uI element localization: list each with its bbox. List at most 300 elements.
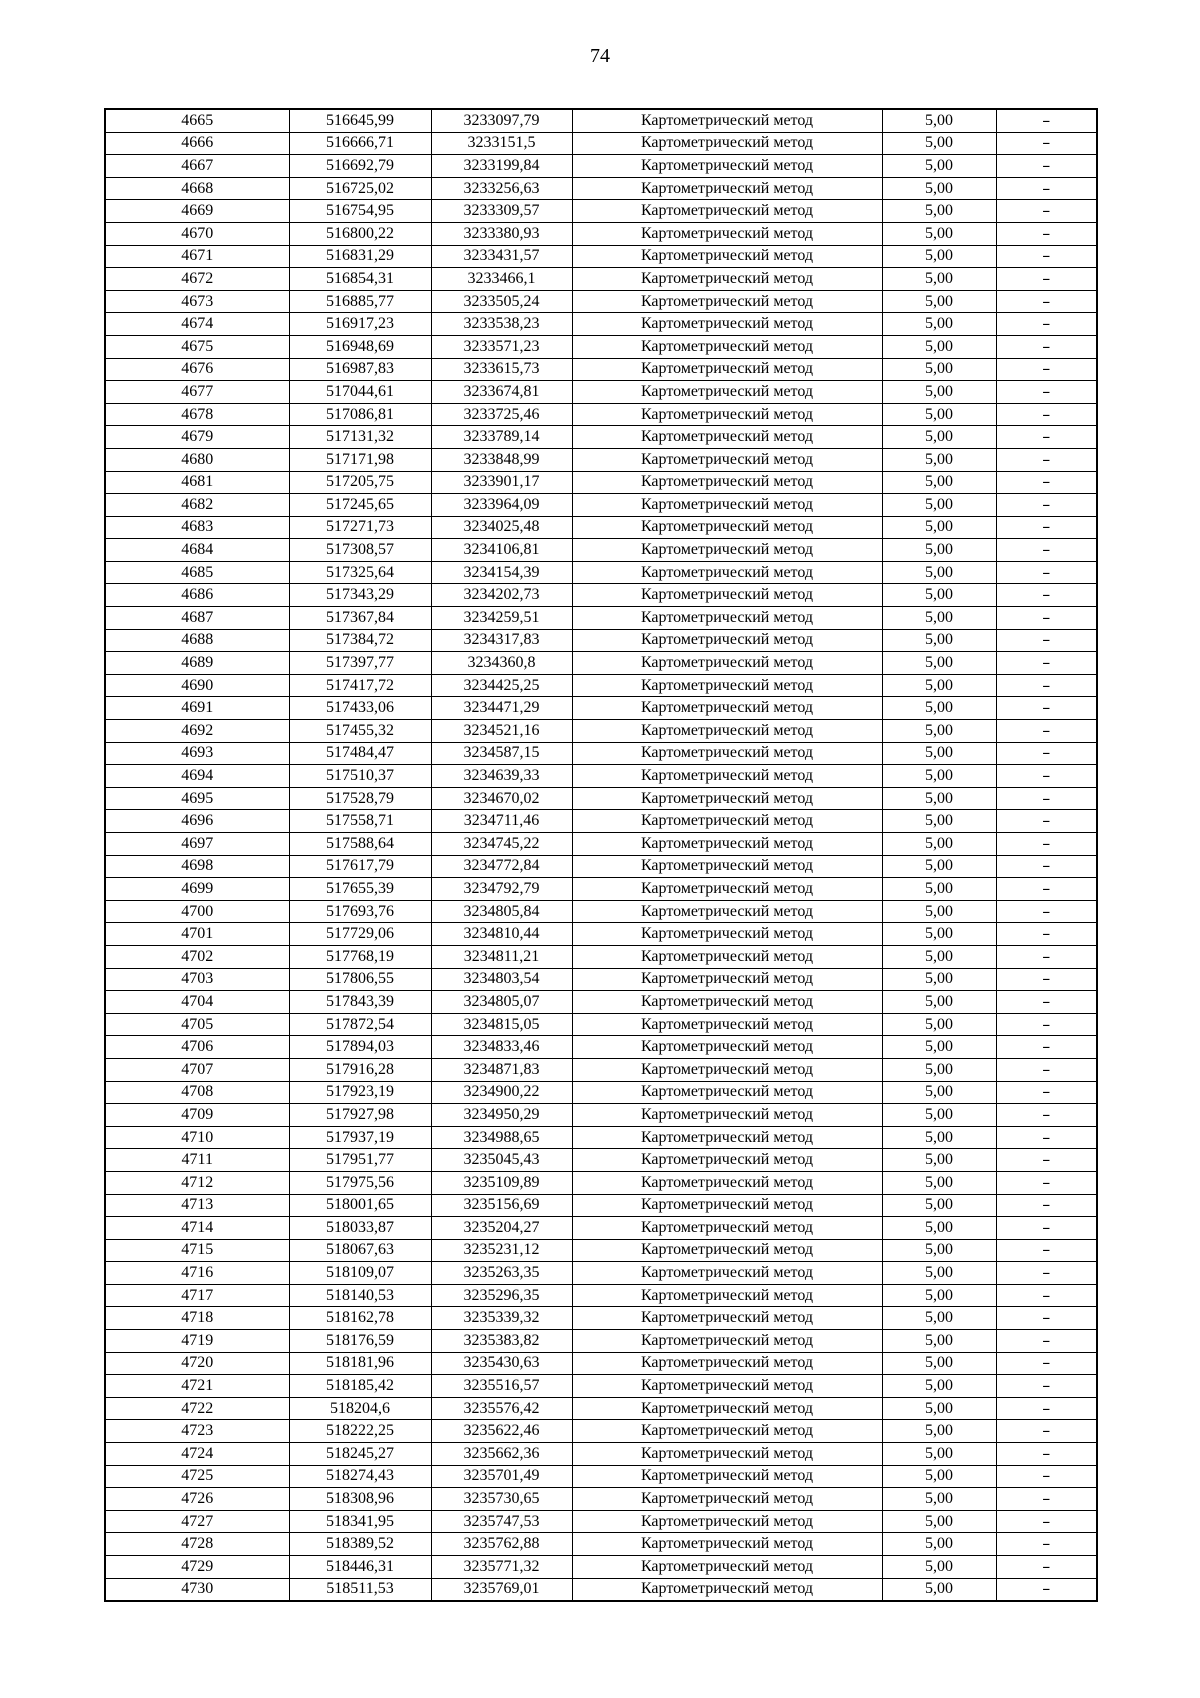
accuracy-cell: 5,00 [882, 516, 996, 539]
dash-cell: – [996, 132, 1097, 155]
point-number-cell: 4702 [105, 945, 289, 968]
table-row [105, 1239, 1097, 1262]
x-coordinate-cell: 517308,57 [289, 539, 431, 562]
point-number-cell: 4692 [105, 720, 289, 743]
method-cell: Картометрический метод [572, 177, 882, 200]
accuracy-cell: 5,00 [882, 1126, 996, 1149]
point-number-cell: 4703 [105, 968, 289, 991]
y-coordinate-cell: 3235576,42 [431, 1397, 572, 1420]
method-cell: Картометрический метод [572, 1284, 882, 1307]
method-cell: Картометрический метод [572, 674, 882, 697]
dash-cell: – [996, 878, 1097, 901]
method-cell: Картометрический метод [572, 245, 882, 268]
table-row [105, 652, 1097, 675]
dash-cell: – [996, 1036, 1097, 1059]
x-coordinate-cell: 516800,22 [289, 222, 431, 245]
point-number-cell: 4717 [105, 1284, 289, 1307]
point-number-cell: 4726 [105, 1488, 289, 1511]
accuracy-cell: 5,00 [882, 1217, 996, 1240]
y-coordinate-cell: 3233615,73 [431, 358, 572, 381]
method-cell: Картометрический метод [572, 1533, 882, 1556]
y-coordinate-cell: 3234670,02 [431, 787, 572, 810]
method-cell: Картометрический метод [572, 652, 882, 675]
table-row [105, 335, 1097, 358]
method-cell: Картометрический метод [572, 991, 882, 1014]
table-row [105, 358, 1097, 381]
x-coordinate-cell: 518204,6 [289, 1397, 431, 1420]
x-coordinate-cell: 517510,37 [289, 765, 431, 788]
dash-cell: – [996, 1058, 1097, 1081]
method-cell: Картометрический метод [572, 1013, 882, 1036]
dash-cell: – [996, 629, 1097, 652]
dash-cell: – [996, 155, 1097, 178]
dash-cell: – [996, 1239, 1097, 1262]
accuracy-cell: 5,00 [882, 1397, 996, 1420]
point-number-cell: 4669 [105, 200, 289, 223]
point-number-cell: 4696 [105, 810, 289, 833]
accuracy-cell: 5,00 [882, 358, 996, 381]
table-row [105, 878, 1097, 901]
accuracy-cell: 5,00 [882, 403, 996, 426]
point-number-cell: 4701 [105, 923, 289, 946]
dash-cell: – [996, 1533, 1097, 1556]
table-row [105, 1397, 1097, 1420]
dash-cell: – [996, 855, 1097, 878]
method-cell: Картометрический метод [572, 132, 882, 155]
y-coordinate-cell: 3235762,88 [431, 1533, 572, 1556]
accuracy-cell: 5,00 [882, 923, 996, 946]
point-number-cell: 4721 [105, 1375, 289, 1398]
dash-cell: – [996, 1104, 1097, 1127]
point-number-cell: 4678 [105, 403, 289, 426]
dash-cell: – [996, 1171, 1097, 1194]
point-number-cell: 4713 [105, 1194, 289, 1217]
accuracy-cell: 5,00 [882, 674, 996, 697]
table-row [105, 1556, 1097, 1579]
table-row [105, 539, 1097, 562]
table-row [105, 1217, 1097, 1240]
dash-cell: – [996, 200, 1097, 223]
x-coordinate-cell: 517951,77 [289, 1149, 431, 1172]
point-number-cell: 4707 [105, 1058, 289, 1081]
accuracy-cell: 5,00 [882, 720, 996, 743]
method-cell: Картометрический метод [572, 426, 882, 449]
method-cell: Картометрический метод [572, 810, 882, 833]
x-coordinate-cell: 518001,65 [289, 1194, 431, 1217]
y-coordinate-cell: 3234425,25 [431, 674, 572, 697]
method-cell: Картометрический метод [572, 629, 882, 652]
dash-cell: – [996, 426, 1097, 449]
method-cell: Картометрический метод [572, 448, 882, 471]
y-coordinate-cell: 3235383,82 [431, 1330, 572, 1353]
point-number-cell: 4691 [105, 697, 289, 720]
dash-cell: – [996, 900, 1097, 923]
accuracy-cell: 5,00 [882, 268, 996, 291]
y-coordinate-cell: 3234202,73 [431, 584, 572, 607]
method-cell: Картометрический метод [572, 539, 882, 562]
accuracy-cell: 5,00 [882, 1239, 996, 1262]
dash-cell: – [996, 697, 1097, 720]
dash-cell: – [996, 448, 1097, 471]
method-cell: Картометрический метод [572, 720, 882, 743]
table-row [105, 268, 1097, 291]
method-cell: Картометрический метод [572, 787, 882, 810]
table-row [105, 900, 1097, 923]
method-cell: Картометрический метод [572, 1239, 882, 1262]
table-row [105, 923, 1097, 946]
y-coordinate-cell: 3234811,21 [431, 945, 572, 968]
y-coordinate-cell: 3234950,29 [431, 1104, 572, 1127]
dash-cell: – [996, 1352, 1097, 1375]
accuracy-cell: 5,00 [882, 1352, 996, 1375]
accuracy-cell: 5,00 [882, 494, 996, 517]
x-coordinate-cell: 517872,54 [289, 1013, 431, 1036]
method-cell: Картометрический метод [572, 1352, 882, 1375]
point-number-cell: 4688 [105, 629, 289, 652]
table-row [105, 697, 1097, 720]
accuracy-cell: 5,00 [882, 1330, 996, 1353]
accuracy-cell: 5,00 [882, 1465, 996, 1488]
method-cell: Картометрический метод [572, 607, 882, 630]
method-cell: Картометрический метод [572, 1262, 882, 1285]
table-row [105, 1443, 1097, 1466]
method-cell: Картометрический метод [572, 1465, 882, 1488]
table-row [105, 1533, 1097, 1556]
y-coordinate-cell: 3235263,35 [431, 1262, 572, 1285]
method-cell: Картометрический метод [572, 200, 882, 223]
dash-cell: – [996, 1443, 1097, 1466]
dash-cell: – [996, 1397, 1097, 1420]
x-coordinate-cell: 516948,69 [289, 335, 431, 358]
accuracy-cell: 5,00 [882, 426, 996, 449]
method-cell: Картометрический метод [572, 313, 882, 336]
y-coordinate-cell: 3234900,22 [431, 1081, 572, 1104]
y-coordinate-cell: 3234871,83 [431, 1058, 572, 1081]
x-coordinate-cell: 517433,06 [289, 697, 431, 720]
dash-cell: – [996, 1578, 1097, 1601]
x-coordinate-cell: 517937,19 [289, 1126, 431, 1149]
accuracy-cell: 5,00 [882, 991, 996, 1014]
y-coordinate-cell: 3234711,46 [431, 810, 572, 833]
table-body [105, 109, 1097, 1601]
method-cell: Картометрический метод [572, 833, 882, 856]
coordinates-table [104, 108, 1098, 1602]
point-number-cell: 4674 [105, 313, 289, 336]
point-number-cell: 4679 [105, 426, 289, 449]
point-number-cell: 4697 [105, 833, 289, 856]
table-row [105, 1058, 1097, 1081]
x-coordinate-cell: 517325,64 [289, 561, 431, 584]
table-row [105, 381, 1097, 404]
y-coordinate-cell: 3234259,51 [431, 607, 572, 630]
dash-cell: – [996, 1149, 1097, 1172]
x-coordinate-cell: 518185,42 [289, 1375, 431, 1398]
method-cell: Картометрический метод [572, 1081, 882, 1104]
point-number-cell: 4668 [105, 177, 289, 200]
table-row [105, 855, 1097, 878]
method-cell: Картометрический метод [572, 878, 882, 901]
y-coordinate-cell: 3235730,65 [431, 1488, 572, 1511]
point-number-cell: 4673 [105, 290, 289, 313]
table-row [105, 991, 1097, 1014]
point-number-cell: 4670 [105, 222, 289, 245]
dash-cell: – [996, 1330, 1097, 1353]
table-row [105, 833, 1097, 856]
table-row [105, 426, 1097, 449]
y-coordinate-cell: 3233380,93 [431, 222, 572, 245]
accuracy-cell: 5,00 [882, 448, 996, 471]
point-number-cell: 4675 [105, 335, 289, 358]
table-row [105, 584, 1097, 607]
dash-cell: – [996, 1284, 1097, 1307]
x-coordinate-cell: 517655,39 [289, 878, 431, 901]
accuracy-cell: 5,00 [882, 697, 996, 720]
dash-cell: – [996, 109, 1097, 132]
method-cell: Картометрический метод [572, 1171, 882, 1194]
x-coordinate-cell: 517916,28 [289, 1058, 431, 1081]
x-coordinate-cell: 518511,53 [289, 1578, 431, 1601]
accuracy-cell: 5,00 [882, 381, 996, 404]
table-row [105, 1465, 1097, 1488]
x-coordinate-cell: 517384,72 [289, 629, 431, 652]
y-coordinate-cell: 3233309,57 [431, 200, 572, 223]
y-coordinate-cell: 3233964,09 [431, 494, 572, 517]
point-number-cell: 4680 [105, 448, 289, 471]
accuracy-cell: 5,00 [882, 1375, 996, 1398]
accuracy-cell: 5,00 [882, 968, 996, 991]
y-coordinate-cell: 3235516,57 [431, 1375, 572, 1398]
x-coordinate-cell: 518067,63 [289, 1239, 431, 1262]
point-number-cell: 4693 [105, 742, 289, 765]
table-row [105, 403, 1097, 426]
y-coordinate-cell: 3234360,8 [431, 652, 572, 675]
point-number-cell: 4709 [105, 1104, 289, 1127]
table-row [105, 200, 1097, 223]
x-coordinate-cell: 518222,25 [289, 1420, 431, 1443]
x-coordinate-cell: 518109,07 [289, 1262, 431, 1285]
y-coordinate-cell: 3235339,32 [431, 1307, 572, 1330]
x-coordinate-cell: 517205,75 [289, 471, 431, 494]
point-number-cell: 4700 [105, 900, 289, 923]
point-number-cell: 4699 [105, 878, 289, 901]
accuracy-cell: 5,00 [882, 584, 996, 607]
x-coordinate-cell: 518341,95 [289, 1510, 431, 1533]
table-row [105, 516, 1097, 539]
x-coordinate-cell: 517927,98 [289, 1104, 431, 1127]
table-row [105, 222, 1097, 245]
accuracy-cell: 5,00 [882, 833, 996, 856]
x-coordinate-cell: 517975,56 [289, 1171, 431, 1194]
point-number-cell: 4724 [105, 1443, 289, 1466]
dash-cell: – [996, 1375, 1097, 1398]
point-number-cell: 4704 [105, 991, 289, 1014]
method-cell: Картометрический метод [572, 1307, 882, 1330]
x-coordinate-cell: 517558,71 [289, 810, 431, 833]
point-number-cell: 4684 [105, 539, 289, 562]
point-number-cell: 4711 [105, 1149, 289, 1172]
dash-cell: – [996, 652, 1097, 675]
dash-cell: – [996, 177, 1097, 200]
method-cell: Картометрический метод [572, 1375, 882, 1398]
table-row [105, 1307, 1097, 1330]
point-number-cell: 4681 [105, 471, 289, 494]
point-number-cell: 4723 [105, 1420, 289, 1443]
accuracy-cell: 5,00 [882, 607, 996, 630]
x-coordinate-cell: 517455,32 [289, 720, 431, 743]
table-row [105, 471, 1097, 494]
accuracy-cell: 5,00 [882, 1058, 996, 1081]
accuracy-cell: 5,00 [882, 313, 996, 336]
y-coordinate-cell: 3233848,99 [431, 448, 572, 471]
point-number-cell: 4710 [105, 1126, 289, 1149]
method-cell: Картометрический метод [572, 1330, 882, 1353]
accuracy-cell: 5,00 [882, 878, 996, 901]
accuracy-cell: 5,00 [882, 561, 996, 584]
x-coordinate-cell: 517894,03 [289, 1036, 431, 1059]
accuracy-cell: 5,00 [882, 1081, 996, 1104]
table-row [105, 1081, 1097, 1104]
method-cell: Картометрический метод [572, 155, 882, 178]
method-cell: Картометрический метод [572, 945, 882, 968]
accuracy-cell: 5,00 [882, 629, 996, 652]
accuracy-cell: 5,00 [882, 900, 996, 923]
y-coordinate-cell: 3233256,63 [431, 177, 572, 200]
dash-cell: – [996, 1194, 1097, 1217]
table-row [105, 1284, 1097, 1307]
x-coordinate-cell: 518140,53 [289, 1284, 431, 1307]
y-coordinate-cell: 3235769,01 [431, 1578, 572, 1601]
table-row [105, 1149, 1097, 1172]
x-coordinate-cell: 517343,29 [289, 584, 431, 607]
accuracy-cell: 5,00 [882, 652, 996, 675]
method-cell: Картометрический метод [572, 1443, 882, 1466]
method-cell: Картометрический метод [572, 923, 882, 946]
y-coordinate-cell: 3235771,32 [431, 1556, 572, 1579]
method-cell: Картометрический метод [572, 358, 882, 381]
x-coordinate-cell: 517484,47 [289, 742, 431, 765]
accuracy-cell: 5,00 [882, 1262, 996, 1285]
y-coordinate-cell: 3234805,07 [431, 991, 572, 1014]
table-row [105, 720, 1097, 743]
point-number-cell: 4705 [105, 1013, 289, 1036]
accuracy-cell: 5,00 [882, 1307, 996, 1330]
point-number-cell: 4722 [105, 1397, 289, 1420]
method-cell: Картометрический метод [572, 381, 882, 404]
x-coordinate-cell: 517588,64 [289, 833, 431, 856]
y-coordinate-cell: 3235231,12 [431, 1239, 572, 1262]
point-number-cell: 4728 [105, 1533, 289, 1556]
dash-cell: – [996, 674, 1097, 697]
table-row [105, 1262, 1097, 1285]
y-coordinate-cell: 3233674,81 [431, 381, 572, 404]
dash-cell: – [996, 765, 1097, 788]
accuracy-cell: 5,00 [882, 787, 996, 810]
x-coordinate-cell: 517417,72 [289, 674, 431, 697]
dash-cell: – [996, 1081, 1097, 1104]
x-coordinate-cell: 518033,87 [289, 1217, 431, 1240]
table-row [105, 787, 1097, 810]
x-coordinate-cell: 517843,39 [289, 991, 431, 1014]
method-cell: Картометрический метод [572, 471, 882, 494]
y-coordinate-cell: 3235622,46 [431, 1420, 572, 1443]
x-coordinate-cell: 518274,43 [289, 1465, 431, 1488]
table-row [105, 1488, 1097, 1511]
accuracy-cell: 5,00 [882, 1194, 996, 1217]
table-row [105, 448, 1097, 471]
method-cell: Картометрический метод [572, 1149, 882, 1172]
y-coordinate-cell: 3233097,79 [431, 109, 572, 132]
table-row [105, 1330, 1097, 1353]
accuracy-cell: 5,00 [882, 1284, 996, 1307]
y-coordinate-cell: 3234471,29 [431, 697, 572, 720]
dash-cell: – [996, 335, 1097, 358]
x-coordinate-cell: 517044,61 [289, 381, 431, 404]
x-coordinate-cell: 518308,96 [289, 1488, 431, 1511]
method-cell: Картометрический метод [572, 222, 882, 245]
x-coordinate-cell: 516987,83 [289, 358, 431, 381]
y-coordinate-cell: 3234106,81 [431, 539, 572, 562]
table-row [105, 494, 1097, 517]
method-cell: Картометрический метод [572, 1510, 882, 1533]
x-coordinate-cell: 517171,98 [289, 448, 431, 471]
accuracy-cell: 5,00 [882, 109, 996, 132]
table-row [105, 1126, 1097, 1149]
dash-cell: – [996, 1465, 1097, 1488]
method-cell: Картометрический метод [572, 290, 882, 313]
method-cell: Картометрический метод [572, 1194, 882, 1217]
x-coordinate-cell: 517806,55 [289, 968, 431, 991]
y-coordinate-cell: 3233505,24 [431, 290, 572, 313]
table-row [105, 177, 1097, 200]
table-row [105, 132, 1097, 155]
y-coordinate-cell: 3235204,27 [431, 1217, 572, 1240]
dash-cell: – [996, 245, 1097, 268]
dash-cell: – [996, 833, 1097, 856]
y-coordinate-cell: 3234815,05 [431, 1013, 572, 1036]
dash-cell: – [996, 923, 1097, 946]
point-number-cell: 4715 [105, 1239, 289, 1262]
y-coordinate-cell: 3235747,53 [431, 1510, 572, 1533]
x-coordinate-cell: 518245,27 [289, 1443, 431, 1466]
table-row [105, 155, 1097, 178]
x-coordinate-cell: 517367,84 [289, 607, 431, 630]
x-coordinate-cell: 516754,95 [289, 200, 431, 223]
method-cell: Картометрический метод [572, 697, 882, 720]
accuracy-cell: 5,00 [882, 200, 996, 223]
point-number-cell: 4716 [105, 1262, 289, 1285]
dash-cell: – [996, 584, 1097, 607]
y-coordinate-cell: 3233151,5 [431, 132, 572, 155]
point-number-cell: 4676 [105, 358, 289, 381]
x-coordinate-cell: 518181,96 [289, 1352, 431, 1375]
accuracy-cell: 5,00 [882, 177, 996, 200]
accuracy-cell: 5,00 [882, 1578, 996, 1601]
accuracy-cell: 5,00 [882, 1036, 996, 1059]
x-coordinate-cell: 517923,19 [289, 1081, 431, 1104]
accuracy-cell: 5,00 [882, 810, 996, 833]
x-coordinate-cell: 516885,77 [289, 290, 431, 313]
table-row [105, 1013, 1097, 1036]
x-coordinate-cell: 516692,79 [289, 155, 431, 178]
dash-cell: – [996, 1488, 1097, 1511]
accuracy-cell: 5,00 [882, 335, 996, 358]
method-cell: Картометрический метод [572, 335, 882, 358]
y-coordinate-cell: 3234792,79 [431, 878, 572, 901]
point-number-cell: 4672 [105, 268, 289, 291]
method-cell: Картометрический метод [572, 1578, 882, 1601]
method-cell: Картометрический метод [572, 494, 882, 517]
point-number-cell: 4729 [105, 1556, 289, 1579]
